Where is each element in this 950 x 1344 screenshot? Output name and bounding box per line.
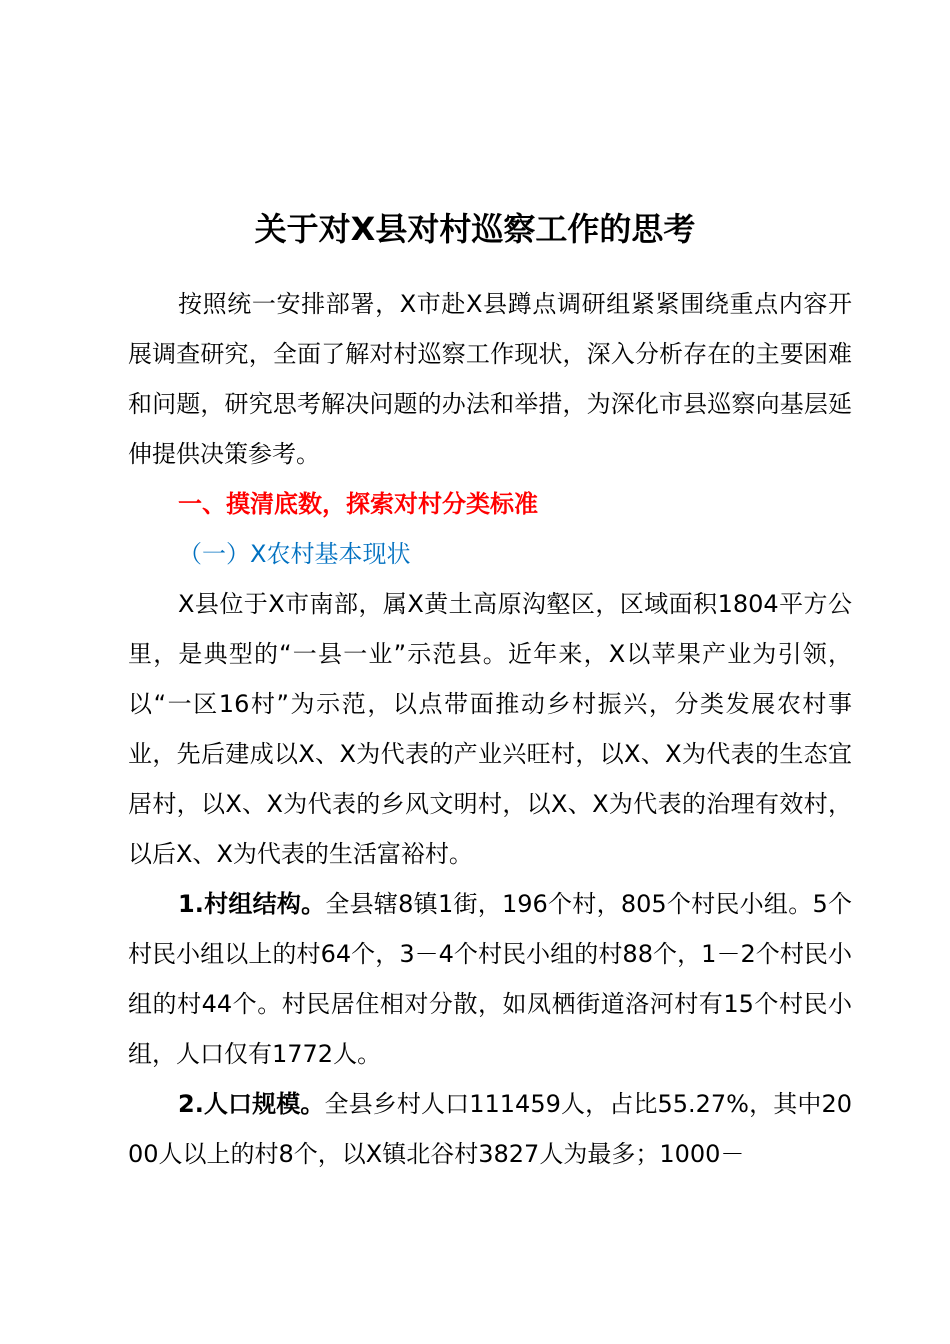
section-heading-1: 一、摸清底数，探索对村分类标准 xyxy=(178,490,538,518)
item-text-population: 全县乡村人口111459人，占比55.27%，其中2000人以上的村8个，以X镇北谷村3827人为最多；1000－ xyxy=(128,1090,852,1168)
item-text-village-structure: 全县辖8镇1街，196个村，805个村民小组。5个村民小组以上的村64个，3－4个村民小组的村88个，1－2个村民小组的村44个。村民居住相对分散，如凤栖街道洛河村有15个村民小组，人口仅有1772人。 xyxy=(128,890,852,1068)
intro-paragraph: 按照统一安排部署，X市赴X县蹲点调研组紧紧围绕重点内容开展调查研究，全面了解对村巡察工作现状，深入分析存在的主要困难和问题，研究思考解决问题的办法和举措，为深化市县巡察向基层延伸提供决策参考。 xyxy=(128,290,852,468)
status-paragraph: X县位于X市南部，属X黄土高原沟壑区，区域面积1804平方公里，是典型的“一县一业”示范县。近年来，X以苹果产业为引领，以“一区16村”为示范，以点带面推动乡村振兴，分类发展农村事业，先后建成以X、X为代表的产业兴旺村，以X、X为代表的生态宜居村，以X、X为代表的乡风文明村，以X、X为代表的治理有效村，以后X、X为代表的生活富裕村。 xyxy=(128,590,852,868)
item-lead-population: 2.人口规模。 xyxy=(178,1090,325,1118)
item-paragraph-population xyxy=(128,1079,852,1179)
item-paragraph-village-structure xyxy=(128,879,852,1079)
subsection-heading-1: （一）X农村基本现状 xyxy=(178,540,411,568)
document-title: 关于对X县对村巡察工作的思考 xyxy=(254,210,696,248)
item-lead-village-structure: 1.村组结构。 xyxy=(178,890,326,918)
document-body xyxy=(128,279,852,1179)
